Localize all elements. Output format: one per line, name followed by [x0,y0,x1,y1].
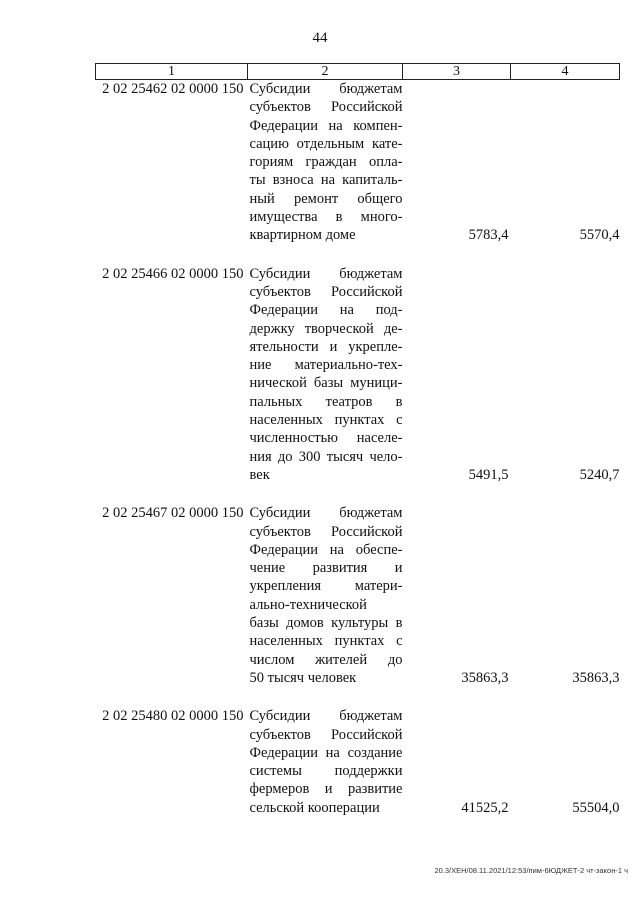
table-row [96,265,620,485]
table-body [96,80,620,817]
description-line: Субсидии бюджетам [249,505,403,522]
description-line: укрепления матери- [249,578,403,595]
description-line: субъектов Российской [249,99,403,116]
budget-code: 2 02 25466 02 0000 150 [102,265,244,282]
description-line: населенных пунктах с [249,412,403,429]
description-line: пальных театров в [249,393,403,410]
header-col-1: 1 [96,64,248,80]
amount-col-3: 5491,5 [468,466,509,483]
budget-code: 2 02 25467 02 0000 150 [102,505,244,522]
description-line: ния до 300 тысяч чело- [249,448,403,465]
description-line: фермеров и развитие [249,781,403,798]
budget-description [248,80,403,245]
description-line: квартирном доме [249,227,356,244]
description-line: населенных пунктах с [249,633,403,650]
amount-col-3: 41525,2 [461,799,509,816]
table-row [96,707,620,817]
table-header [96,64,620,80]
budget-table [95,63,620,817]
description-line: субъектов Российской [249,726,403,743]
description-line: базы домов культуры в [249,615,403,632]
description-line: имущества в много- [249,209,403,226]
row-spacer [96,245,620,265]
description-line: век [249,466,270,483]
row-spacer [96,687,620,707]
description-line: ятельности и укрепле- [249,338,403,355]
description-line: Федерации на под- [249,302,403,319]
description-line: субъектов Российской [249,523,403,540]
description-line: Федерации на компен- [249,117,403,134]
amount-col-3: 35863,3 [461,669,509,686]
description-line: системы поддержки [249,763,403,780]
description-line: сацию отдельным кате- [249,135,403,152]
description-line: сельской кооперации [249,799,380,816]
table-row [96,504,620,687]
page-number: 44 [312,30,328,46]
budget-description [248,504,403,687]
description-line: субъектов Российской [249,283,403,300]
amount-col-4: 35863,3 [572,669,620,686]
budget-code: 2 02 25480 02 0000 150 [102,708,244,725]
header-col-3: 3 [403,64,511,80]
description-line: ально-технической [249,596,367,613]
description-line: ние материально-тех- [249,357,403,374]
budget-code: 2 02 25462 02 0000 150 [102,81,244,97]
description-line: ный ремонт общего [249,190,403,207]
description-line: гориям граждан опла- [249,154,403,171]
description-line: численностью населе- [249,430,403,447]
header-col-4: 4 [511,64,620,80]
budget-description [248,265,403,485]
amount-col-4: 5570,4 [579,227,620,244]
description-line: ты взноса на капиталь- [249,172,403,189]
description-line: Федерации на обеспе- [249,541,403,558]
description-line: Федерации на создание [249,744,403,761]
budget-description [248,707,403,817]
description-line: держку творческой де- [249,320,403,337]
amount-col-4: 55504,0 [572,799,620,816]
footer-stamp: 20.3/ХЕН/08.11.2021/12:53/пим-6ЮДЖЕТ-2 чт-закон-1 ч [434,866,628,875]
header-col-2: 2 [248,64,403,80]
amount-col-4: 5240,7 [579,466,620,483]
header-row [96,64,620,80]
description-line: 50 тысяч человек [249,669,357,686]
amount-col-3: 5783,4 [468,227,509,244]
description-line: Субсидии бюджетам [249,265,403,282]
description-line: чение развития и [249,560,403,577]
row-spacer [96,484,620,504]
description-line: нической базы муници- [249,375,403,392]
description-line: Субсидии бюджетам [249,81,403,97]
description-line: Субсидии бюджетам [249,708,403,725]
description-line: числом жителей до [249,651,403,668]
table-row [96,80,620,245]
